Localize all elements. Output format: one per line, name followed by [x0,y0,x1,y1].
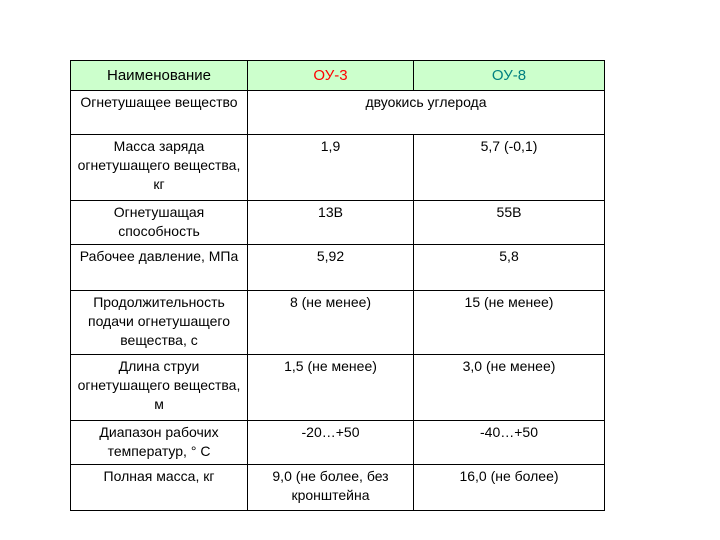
row-ou8-duration: 15 (не менее) [414,291,605,355]
row-ou8-charge-mass: 5,7 (-0,1) [414,135,605,201]
header-ou3: ОУ-3 [248,61,414,91]
row-ou3-temperature: -20…+50 [248,421,414,465]
row-ou3-jet-length: 1,5 (не менее) [248,355,414,421]
table-row [71,355,605,421]
header-ou8: ОУ-8 [414,61,605,91]
table-header-row [71,61,605,91]
table-row [71,201,605,245]
row-name-temperature: Диапазон рабочих температур, ° С [71,421,248,465]
row-ou3-total-mass: 9,0 (не более, без кронштейна [248,465,414,511]
row-name-jet-length: Длина струи огнетушащего вещества, м [71,355,248,421]
table-row [71,291,605,355]
row-ou3-duration: 8 (не менее) [248,291,414,355]
row-name-duration: Продолжительность подачи огнетушащего вещества, с [71,291,248,355]
row-ou8-temperature: -40…+50 [414,421,605,465]
table-row [71,135,605,201]
table-row [71,245,605,291]
row-ou8-jet-length: 3,0 (не менее) [414,355,605,421]
row-name-pressure: Рабочее давление, МПа [71,245,248,291]
row-ou3-charge-mass: 1,9 [248,135,414,201]
table-row [71,421,605,465]
row-ou8-total-mass: 16,0 (не более) [414,465,605,511]
row-ou3-capacity: 13В [248,201,414,245]
row-name-capacity: Огнетушащая способность [71,201,248,245]
row-name-charge-mass: Масса заряда огнетушащего вещества, кг [71,135,248,201]
specs-table [70,60,605,511]
row-name-agent: Огнетушащее вещество [71,91,248,135]
row-value-agent: двуокись углерода [248,91,605,135]
row-ou8-capacity: 55В [414,201,605,245]
row-ou8-pressure: 5,8 [414,245,605,291]
header-name: Наименование [71,61,248,91]
table-row [71,91,605,135]
table-row [71,465,605,511]
row-ou3-pressure: 5,92 [248,245,414,291]
row-name-total-mass: Полная масса, кг [71,465,248,511]
